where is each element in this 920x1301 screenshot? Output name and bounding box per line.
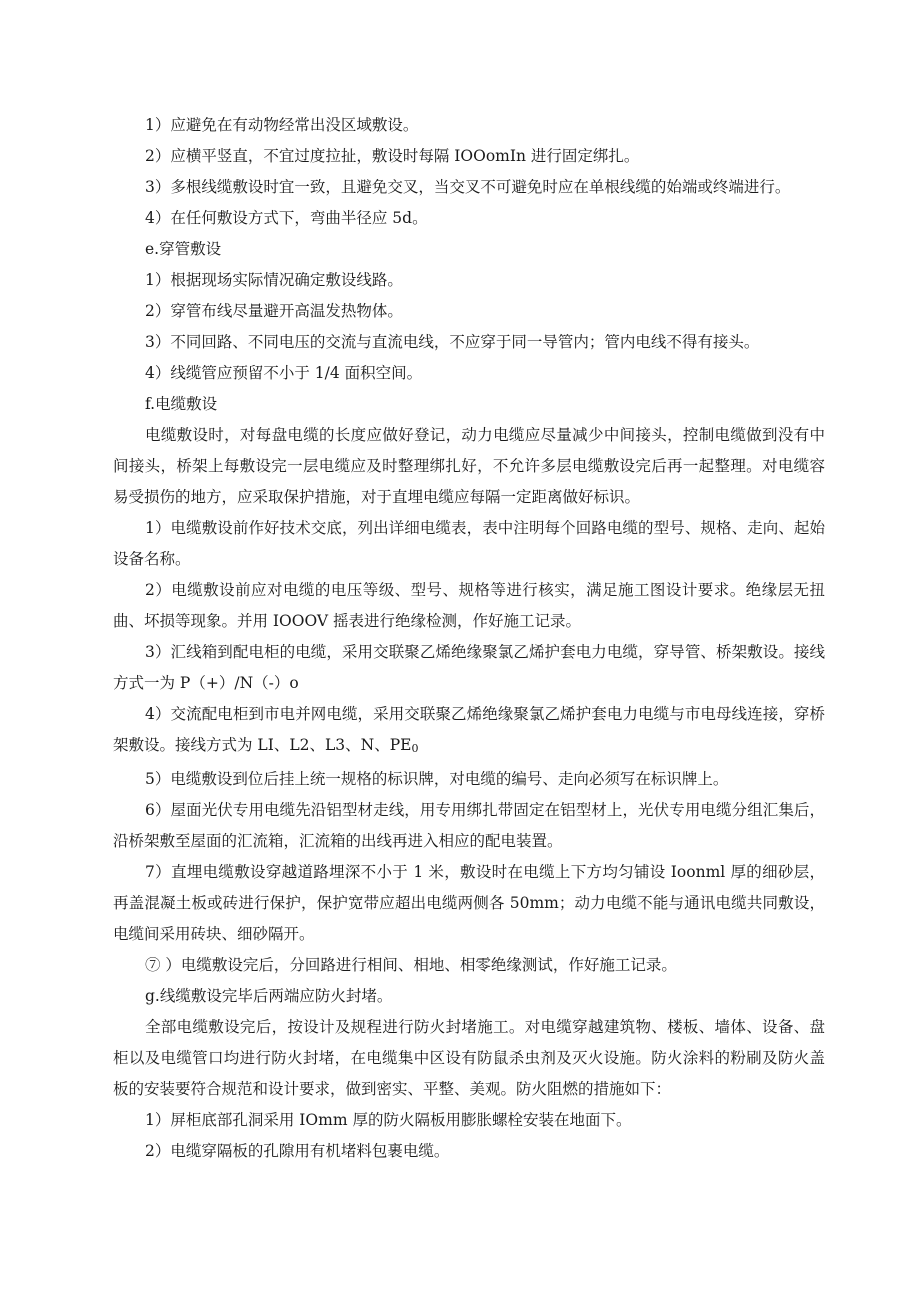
document-body [113,110,825,1167]
paragraph-15-text: 4）交流配电柜到市电并网电缆，采用交联聚乙烯绝缘聚氯乙烯护套电力电缆与市电母线连接，穿桥架敷设。接线方式为 LI、L2、L3、N、PE [113,705,825,754]
paragraph-4: 4）在任何敷设方式下，弯曲半径应 5d。 [145,209,428,227]
paragraph-12: 1）电缆敷设前作好技术交底，列出详细电缆表，表中注明每个回路电缆的型号、规格、走向、起始设备名称。 [113,519,825,568]
paragraph-2: 2）应横平竖直，不宜过度拉扯，敷设时每隔 IOOomIn 进行固定绑扎。 [145,147,640,165]
paragraph-17: 6）屋面光伏专用电缆先沿铝型材走线，用专用绑扎带固定在铝型材上，光伏专用电缆分组汇集后，沿桥架敷至屋面的汇流箱，汇流箱的出线再进入相应的配电装置。 [113,801,825,850]
paragraph-6: 1）根据现场实际情况确定敷设线路。 [145,271,403,289]
paragraph-13: 2）电缆敷设前应对电缆的电压等级、型号、规格等进行核实，满足施工图设计要求。绝缘层无扭曲、坏损等现象。并用 IOOOV 摇表进行绝缘检测，作好施工记录。 [113,581,825,630]
paragraph-14: 3）汇线箱到配电柜的电缆，采用交联聚乙烯绝缘聚氯乙烯护套电力电缆，穿导管、桥架敷设。接线方式一为 P（+）/N（-）o [113,643,825,692]
pe-subscript: 0 [411,742,419,755]
paragraph-22: 1）屏柜底部孔洞采用 IOmm 厚的防火隔板用膨胀螺栓安装在地面下。 [145,1111,632,1129]
section-heading-f: f.电缆敷设 [145,395,218,413]
paragraph-3: 3）多根线缆敷设时宜一致，且避免交叉，当交叉不可避免时应在单根线缆的始端或终端进行。 [145,178,791,196]
paragraph-21: 全部电缆敷设完后，按设计及规程进行防火封堵施工。对电缆穿越建筑物、楼板、墙体、设备、盘柜以及电缆管口均进行防火封堵，在电缆集中区设有防鼠杀虫剂及灭火设施。防火涂料的粉刷及防火盖板的安装要符合规范和设计要求，做到密实、平整、美观。防火阻燃的措施如下： [113,1018,825,1098]
paragraph-23: 2）电缆穿隔板的孔隙用有机堵料包裹电缆。 [145,1142,450,1160]
paragraph-8: 3）不同回路、不同电压的交流与直流电线，不应穿于同一导管内；管内电线不得有接头。 [145,333,760,351]
paragraph-15 [113,699,825,764]
section-heading-e: e.穿管敷设 [145,240,222,258]
paragraph-11: 电缆敷设时，对每盘电缆的长度应做好登记，动力电缆应尽量减少中间接头，控制电缆做到没有中间接头，桥架上每敷设完一层电缆应及时整理绑扎好，不允许多层电缆敷设完后再一起整理。对电缆容易受损伤的地方，应采取保护措施，对于直埋电缆应每隔一定距离做好标识。 [113,426,825,506]
section-heading-g: g.线缆敷设完毕后两端应防火封堵。 [145,987,393,1005]
paragraph-19: ⑦ ）电缆敷设完后，分回路进行相间、相地、相零绝缘测试，作好施工记录。 [145,956,677,974]
paragraph-9: 4）线缆管应预留不小于 1/4 面积空间。 [145,364,423,382]
paragraph-16: 5）电缆敷设到位后挂上统一规格的标识牌，对电缆的编号、走向必须写在标识牌上。 [145,770,729,788]
paragraph-7: 2）穿管布线尽量避开高温发热物体。 [145,302,403,320]
paragraph-18: 7）直埋电缆敷设穿越道路埋深不小于 1 米，敷设时在电缆上下方均匀铺设 Ioonml 厚的细砂层，再盖混凝土板或砖进行保护，保护宽带应超出电缆两侧各 50mm；动力电缆不能与通讯电缆共同敷设，电缆间采用砖块、细砂隔开。 [113,863,825,943]
paragraph-1: 1）应避免在有动物经常出没区域敷设。 [145,116,419,134]
